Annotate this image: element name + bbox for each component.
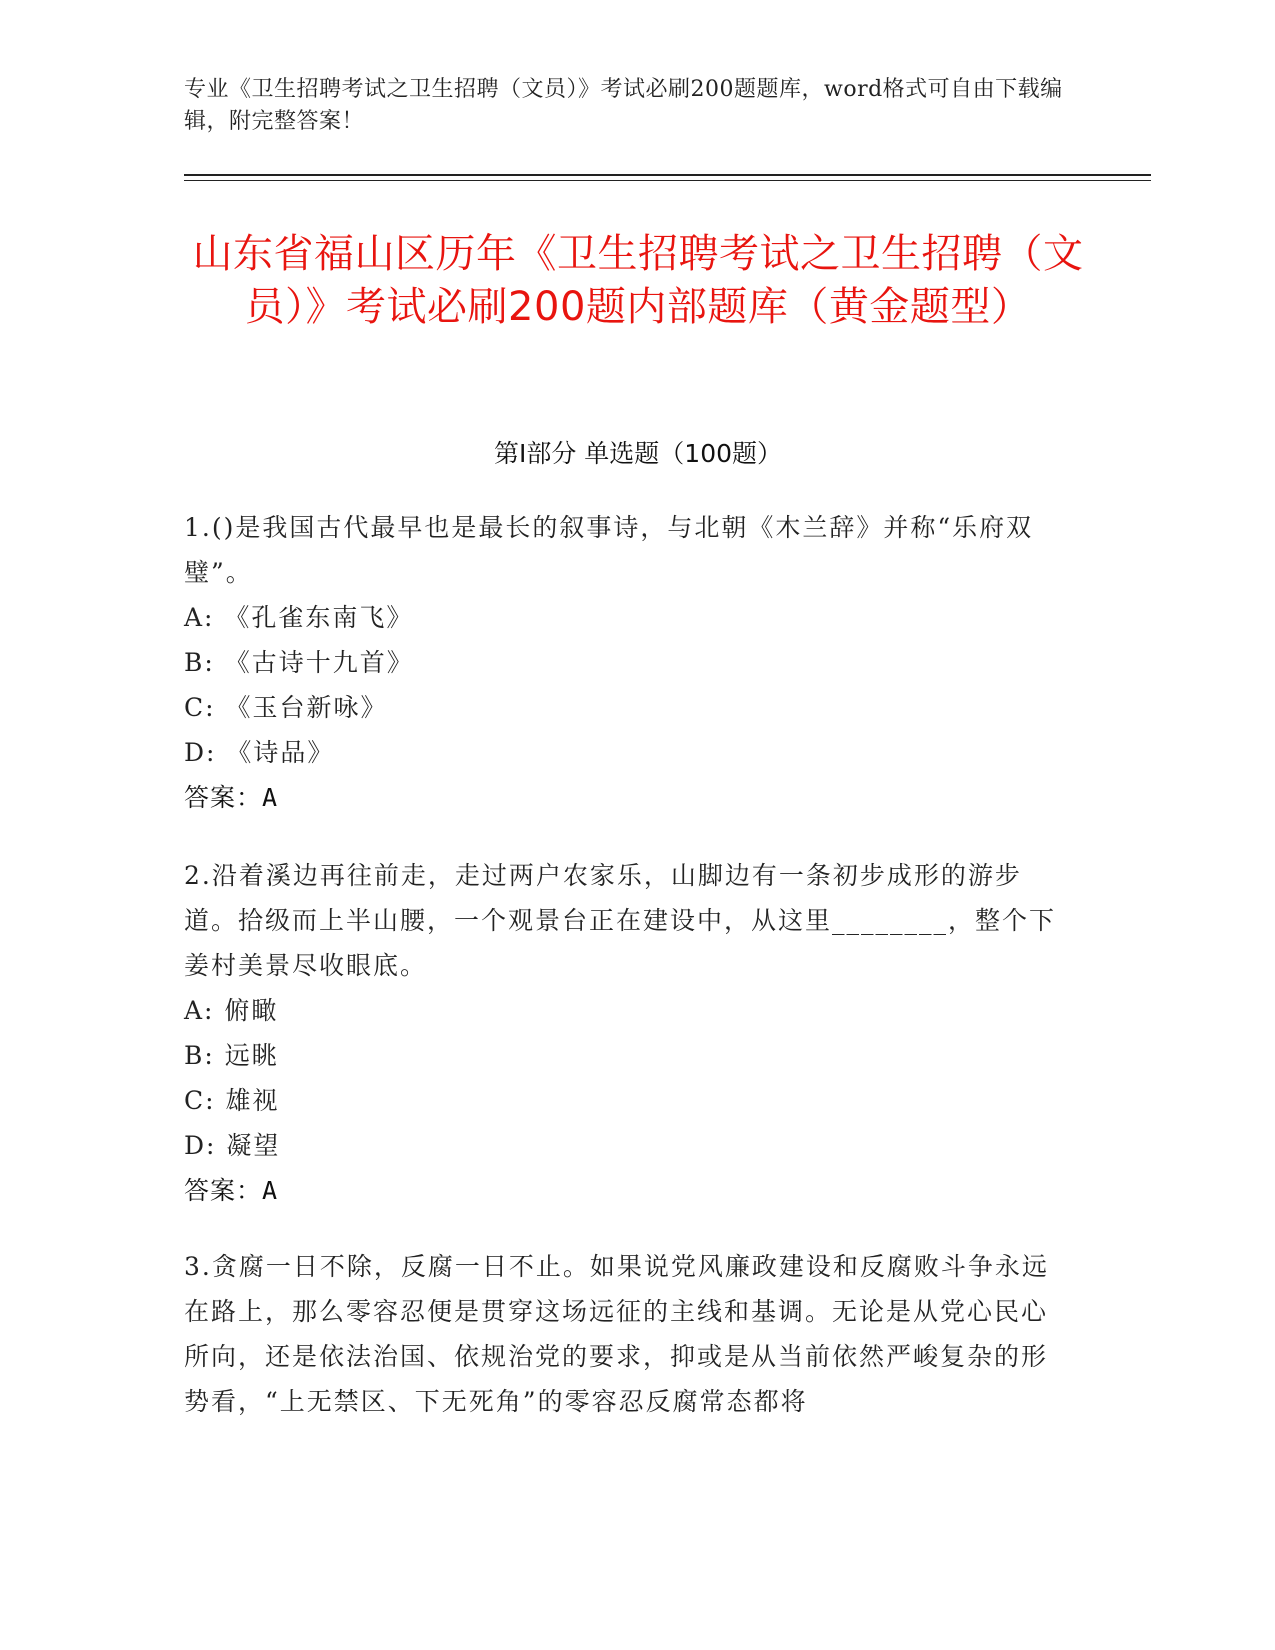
document-title: 山东省福山区历年《卫生招聘考试之卫生招聘（文员）》考试必刷200题内部题库（黄金题型）	[192, 231, 1084, 330]
answer-value: A	[262, 1176, 279, 1205]
option-c: C: 雄视	[184, 1086, 280, 1115]
question-stem: 2.沿着溪边再往前走，走过两户农家乐，山脚边有一条初步成形的游步道。拾级而上半山腰，一个观景台正在建设中，从这里________，整个下姜村美景尽收眼底。	[184, 861, 1057, 980]
option-b: B: 远眺	[184, 1041, 279, 1070]
question-1	[184, 505, 1064, 820]
option-a: A: 《孔雀东南飞》	[184, 603, 414, 632]
option-b: B: 《古诗十九首》	[184, 648, 414, 677]
question-2	[184, 853, 1064, 1213]
answer-line	[184, 1168, 1064, 1213]
option-a: A: 俯瞰	[184, 996, 279, 1025]
answer-label: 答案：	[184, 783, 263, 812]
question-stem: 1.()是我国古代最早也是最长的叙事诗，与北朝《木兰辞》并称“乐府双璧”。	[184, 513, 1034, 587]
option-c: C: 《玉台新咏》	[184, 693, 388, 722]
header-divider-thick	[184, 174, 1151, 176]
answer-value: A	[262, 783, 279, 812]
answer-label: 答案：	[184, 1176, 263, 1205]
answer-line	[184, 775, 1064, 820]
question-stem: 3.贪腐一日不除，反腐一日不止。如果说党风廉政建设和反腐败斗争永远在路上，那么零容忍便是贯穿这场远征的主线和基调。无论是从党心民心所向，还是依法治国、依规治党的要求，抑或是从当前依然严峻复杂的形势看，“上无禁区、下无死角”的零容忍反腐常态都将	[184, 1252, 1049, 1416]
section-title: 第Ⅰ部分 单选题（100题）	[493, 439, 783, 468]
header-note: 专业《卫生招聘考试之卫生招聘（文员）》考试必刷200题题库，word格式可自由下载编辑，附完整答案！	[184, 77, 1063, 134]
option-d: D: 《诗品》	[184, 738, 335, 767]
header-divider-thin	[184, 180, 1151, 181]
question-3	[184, 1244, 1064, 1424]
option-d: D: 凝望	[184, 1131, 281, 1160]
